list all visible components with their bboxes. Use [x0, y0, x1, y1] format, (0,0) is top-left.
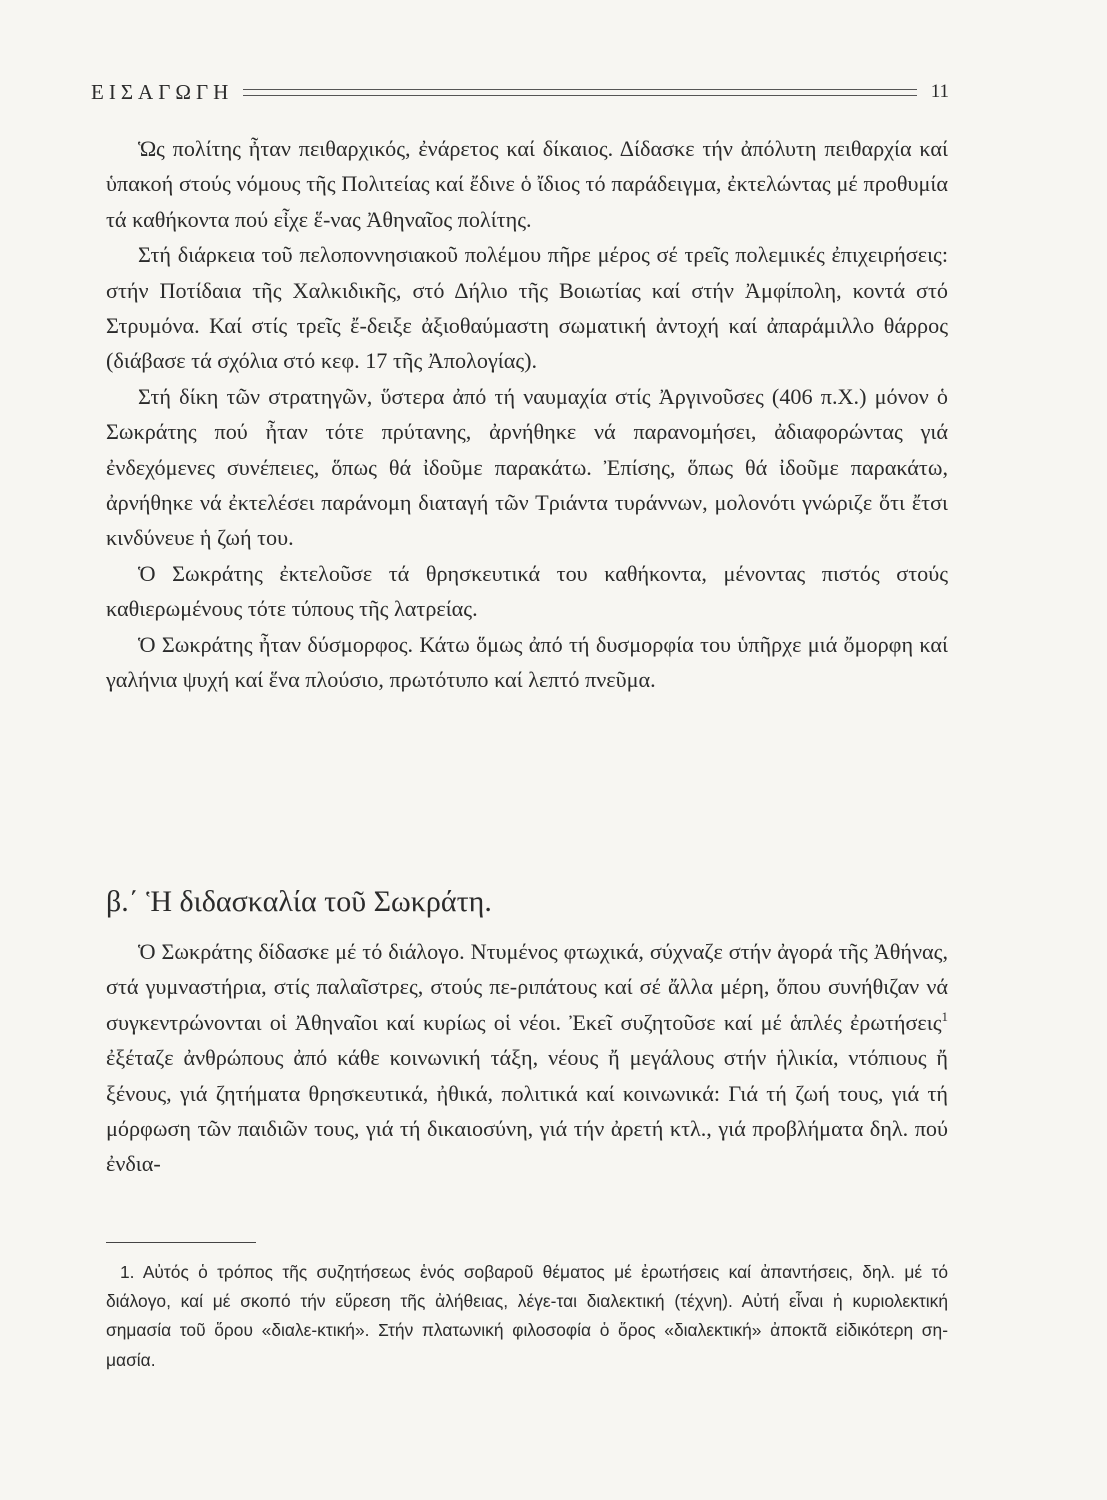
- body-text-section: [106, 934, 948, 1182]
- paragraph: Ὁ Σωκράτης ἦταν δύσμορφος. Κάτω ὅμως ἀπό τή δυσμορφία του ὑπῆρχε μιά ὄμορφη καί γαλήνια ψυχή καί ἕνα πλούσιο, πρωτότυπο καί λεπτό πνεῦμα.: [106, 631, 948, 693]
- paragraph-text: Ὁ Σωκράτης δίδασκε μέ τό διάλογο. Ντυμένος φτωχικά, σύχναζε στήν ἀγορά τῆς Ἀθήνας, στά γυμναστήρια, στίς παλαῖστρες, στούς πε-ριπάτους καί σέ ἄλλα μέρη, ὅπου συνήθιζαν νά συγκεντρώνονται οἱ Ἀθηναῖοι καί κυρίως οἱ νέοι. Ἐκεῖ συζητοῦσε καί μέ ἁπλές ἐρωτήσεις: [106, 939, 948, 1035]
- page-number: 11: [930, 81, 949, 102]
- footnote: [106, 1258, 948, 1375]
- paragraph-text-continued: ἐξέταζε ἀνθρώπους ἀπό κάθε κοινωνική τάξη, νέους ἤ μεγάλους στήν ἡλικία, ντόπιους ἤ ξένους, γιά ζητήματα θρησκευτικά, ἠθικά, πολιτικά καί κοινωνικά: Γιά τή ζωή τους, γιά τή μόρφωση τῶν παιδιῶν τους, γιά τή δικαιοσύνη, γιά τήν ἀρετή κτλ., γιά προβλήματα δηλ. πού ἐνδια-: [106, 1045, 948, 1177]
- paragraph: Στή δίκη τῶν στρατηγῶν, ὕστερα ἀπό τή ναυμαχία στίς Ἀργινοῦσες (406 π.Χ.) μόνον ὁ Σωκράτης πού ἦταν τότε πρύτανης, ἀρνήθηκε νά παρανομήσει, ἀδιαφορώντας γιά ἐνδεχόμενες συνέπειες, ὅπως θά ἰδοῦμε παρακάτω. Ἐπίσης, ὅπως θά ἰδοῦμε παρακάτω, ἀρνήθηκε νά ἐκτελέσει παράνομη διαταγή τῶν Τριάντα τυράννων, μολονότι γνώριζε ὅτι ἔτσι κινδύνευε ἡ ζωή του.: [106, 383, 948, 551]
- section-heading: β.΄ Ἡ διδασκαλία τοῦ Σωκράτη.: [106, 885, 492, 918]
- body-text-top: [106, 131, 948, 698]
- header-double-rule: [243, 89, 916, 96]
- footnote-text: 1. Αὐτός ὁ τρόπος τῆς συζητήσεως ἑνός σοβαροῦ θέματος μέ ἐρωτήσεις καί ἀπαντήσεις, δηλ. μέ τό διάλογο, καί μέ σκοπό τήν εὕρεση τῆς ἀλήθειας, λέγε-ται διαλεκτική (τέχνη). Αὐτή εἶναι ἡ κυριολεκτική σημασία τοῦ ὅρου «διαλε-κτική». Στήν πλατωνική φιλοσοφία ὁ ὅρος «διαλεκτική» ἀποκτᾶ εἰδικότερη ση-μασία.: [106, 1262, 948, 1370]
- paragraph: Στή διάρκεια τοῦ πελοποννησιακοῦ πολέμου πῆρε μέρος σέ τρεῖς πολεμικές ἐπιχειρήσεις: στήν Ποτίδαια τῆς Χαλκιδικῆς, στό Δήλιο τῆς Βοιωτίας καί στήν Ἀμφίπολη, κοντά στό Στρυμόνα. Καί στίς τρεῖς ἔ-δειξε ἀξιοθαύμαστη σωματική ἀντοχή καί ἀπαράμιλλο θάρρος (διάβασε τά σχόλια στό κεφ. 17 τῆς Ἀπολογίας).: [106, 242, 948, 374]
- footnote-separator: [106, 1242, 256, 1243]
- paragraph: Ὡς πολίτης ἦταν πειθαρχικός, ἐνάρετος καί δίκαιος. Δίδασκε τήν ἀπόλυτη πειθαρχία καί ὑπακοή στούς νόμους τῆς Πολιτείας καί ἔδινε ὁ ἴδιος τό παράδειγμα, ἐκτελώντας μέ προθυμία τά καθήκοντα πού εἶχε ἕ-νας Ἀθηναῖος πολίτης.: [106, 136, 948, 232]
- running-title: ΕΙΣΑΓΩΓΗ: [91, 79, 234, 104]
- paragraph: [106, 934, 948, 1182]
- paragraph: Ὁ Σωκράτης ἐκτελοῦσε τά θρησκευτικά του καθήκοντα, μένοντας πιστός στούς καθιερωμένους τότε τύπους τῆς λατρείας.: [106, 560, 948, 622]
- footnote-marker: 1: [941, 1008, 948, 1024]
- running-header: [91, 76, 949, 108]
